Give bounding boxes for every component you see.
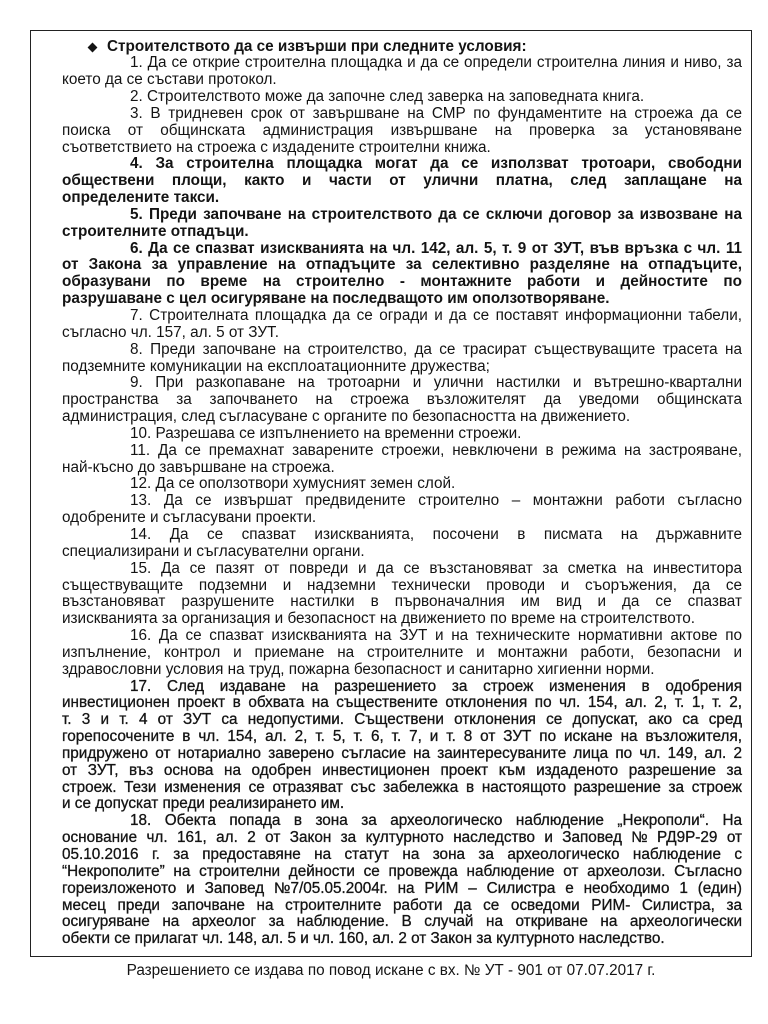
condition-line [62,123,742,140]
condition-line-text: придружено от нотариално заверено съгласие на заинтересуваните лица по чл. 149, ал. 2 [62,744,742,762]
condition-item [62,241,742,308]
condition-line [62,409,742,426]
condition-line [62,763,742,780]
condition-line [62,611,742,628]
condition-line-text: подземните комуникации на експлоатационните дружества; [62,357,490,375]
condition-line [62,695,742,712]
condition-line-text: 13. Да се извършат предвидените строително – монтажни работи съгласно [130,492,742,510]
condition-line-text: 7. Строителната площадка да се огради и да се поставят информационни табели, [130,307,742,324]
condition-line [62,662,742,679]
condition-line-text: 12. Да се оползотвори хумусният земен слой. [130,475,456,493]
condition-line [62,914,742,931]
condition-item [62,375,742,426]
condition-line [62,274,742,291]
condition-line [62,257,742,274]
condition-line [62,106,742,123]
condition-line-text: 5. Преди започване на строителството да се сключи договор за извозване на [130,205,742,223]
condition-line-text: и се допускат преди реализирането им. [62,795,345,813]
condition-line [62,140,742,157]
condition-line [62,359,742,376]
condition-line-text: определените такси. [62,189,220,207]
condition-line-text: специализирани и съгласувателни органи. [62,542,365,560]
condition-line-text: съществуващите подземни и надземни технически проводи и съоръжения, да се [62,576,742,594]
condition-line [62,493,742,510]
condition-line-text: 8. Преди започване на строителство, да се трасират съществуващите трасета на [130,340,742,358]
condition-line-text: 10. Разрешава се изпълнението на временни строежи. [130,424,522,442]
condition-item [62,628,742,679]
condition-line [62,544,742,561]
condition-line [62,342,742,359]
condition-item [62,561,742,628]
condition-item [62,342,742,376]
condition-line [62,173,742,190]
condition-line-text: пространства за започването на строежа възложителят да уведоми общинската [62,391,742,409]
footer-note: Разрешението се издава по повод искане с вх. № УТ - 901 от 07.07.2017 г. [126,962,656,979]
condition-line-text: поиска от общинската администрация извършване на проверка за установяване [62,121,742,139]
condition-line [62,510,742,527]
condition-line [62,881,742,898]
condition-line-text: строеж. Тези изменения се отразяват със забележка в настоящото разрешение за строеж [62,778,742,796]
diamond-bullet-icon [88,42,98,52]
condition-line-text: обществени площи, както и части от улични платна, след заплащане на [62,172,742,190]
condition-line [62,241,742,258]
condition-line-text: инвестиционен проект в обхвата на съществените отклонения по чл. 154, ал. 2, т. 1, т. 2, [62,694,742,712]
condition-item [62,89,742,106]
condition-line [62,729,742,746]
conditions-heading-text: Строителството да се извърши при следните условия: [107,37,527,55]
condition-line-text: 18. Обекта попада в зона за археологическо наблюдение „Некрополи“. На [130,812,742,830]
condition-line [62,72,742,89]
condition-line-text: изискванията за организация и безопасност на движението по време на строителството. [62,610,695,628]
condition-line-text: 05.10.2016 г. за предоставяне на статут на зона за археологическо наблюдение с [62,846,742,863]
condition-line-text: осигуряване на археолог за наблюдение. В случай на откриване на археологически [62,913,742,931]
conditions-heading [62,39,742,56]
condition-line [62,325,742,342]
condition-line [62,207,742,224]
condition-item [62,813,742,948]
condition-line-text: 15. Да се пазят от повреди и да се възстановяват за сметка на инвеститора [130,559,742,577]
condition-line [62,594,742,611]
condition-line [62,679,742,696]
condition-item [62,679,742,814]
condition-line [62,628,742,645]
condition-item [62,527,742,561]
condition-line [62,830,742,847]
condition-item [62,106,742,157]
condition-line [62,527,742,544]
condition-line [62,460,742,477]
condition-line-text: съгласно чл. 157, ал. 5 от ЗУТ. [62,323,279,341]
condition-line [62,375,742,392]
condition-line-text: месец преди започване на строителните работи да се осведоми РИМ- Силистра, за [62,896,742,914]
condition-line-text: 17. След издаване на разрешението за строеж изменения в одобрения [130,677,742,695]
condition-item [62,476,742,493]
condition-line-text: “Некрополите” на строителни дейности се провежда наблюдение от археолози. Съгласно [62,862,742,880]
conditions-list [62,55,742,948]
condition-line-text: 4. За строителна площадка могат да се използват тротоари, свободни [130,155,742,173]
condition-line-text: разрушаване с цел осигуряване на последващото им оползотворяване. [62,290,610,308]
condition-line-text: 6. Да се спазват изискванията на чл. 142, ал. 5, т. 9 от ЗУТ, във връзка с чл. 11 [130,239,742,257]
condition-line-text: горепосочените в чл. 154, ал. 2, т. 5, т. 6, т. 7, и т. 8 от ЗУТ по искане на възложителя, [62,728,742,746]
condition-line-text: 1. Да се открие строителна площадка и да се определи строителна линия и ниво, за [130,54,742,72]
condition-line [62,156,742,173]
condition-line-text: 2. Строителството може да започне след заверка на заповедната книга. [130,88,645,106]
condition-line-text: образувани по време на строително - монтажните работи и дейностите по [62,273,742,291]
condition-line-text: от Закона за управление на отпадъците за селективно разделяне на отпадъците, [62,256,742,274]
condition-line-text: възстановяват разрушените настилки в първоначалния им вид и да се спазват [62,593,742,611]
condition-item [62,207,742,241]
condition-line [62,864,742,881]
condition-line [62,426,742,443]
condition-line [62,291,742,308]
condition-line-text: изпълнение, контрол и приемане на строителните и монтажни работи, безопасни и [62,643,742,661]
condition-line [62,796,742,813]
condition-line [62,645,742,662]
condition-line [62,578,742,595]
condition-line [62,476,742,493]
condition-line [62,55,742,72]
condition-line [62,561,742,578]
condition-line-text: здравословни условия на труд, пожарна безопасност и санитарно хигиенни норми. [62,660,655,678]
condition-line [62,931,742,948]
condition-item [62,55,742,89]
condition-item [62,156,742,207]
condition-line [62,392,742,409]
condition-line [62,443,742,460]
condition-line-text: 3. В тридневен срок от завършване на СМР по фундаментите на строежа да се [130,104,742,122]
condition-line [62,898,742,915]
condition-item [62,426,742,443]
condition-line-text: 16. Да се спазват изискванията на ЗУТ и на техническите нормативни актове по [130,627,742,645]
condition-line-text: строителните отпадъци. [62,222,249,240]
condition-line [62,190,742,207]
condition-line [62,712,742,729]
condition-line-text: гореизложеното и Заповед №7/05.05.2004г. на РИМ – Силистра е необходимо 1 (един) [62,879,742,897]
condition-item [62,308,742,342]
condition-line-text: съответствието на строежа с издадените строителни книжа. [62,138,491,156]
condition-line-text: което да се състави протокол. [62,71,277,89]
condition-item [62,443,742,477]
condition-line-text: обекти се прилагат чл. 148, ал. 5 и чл. 160, ал. 2 от Закон за културното наследство. [62,930,665,948]
condition-line-text: 9. При разкопаване на тротоарни и улични настилки и вътрешно-квартални [130,374,742,392]
condition-line [62,780,742,797]
condition-line [62,89,742,106]
condition-line-text: основание чл. 161, ал. 2 от Закон за културното наследство и Заповед № РД9Р-29 от [62,829,742,847]
condition-line-text: 14. Да се спазват изискванията, посочени в писмата на държавните [130,525,742,543]
condition-line [62,224,742,241]
condition-line [62,746,742,763]
condition-line-text: най-късно до завършване на строежа. [62,458,335,476]
condition-item [62,493,742,527]
condition-line [62,847,742,864]
condition-line [62,813,742,830]
conditions-content [62,39,742,949]
condition-line-text: т. 3 и т. 4 от ЗУТ са недопустими. Съществени отклонения се допускат, ако са сред [62,711,742,729]
condition-line-text: 11. Да се премахнат заварените строежи, невключени в режима на застрояване, [130,441,742,459]
condition-line [62,308,742,325]
condition-line-text: администрация, след съгласуване с органите по безопасността на движението. [62,408,631,426]
condition-line-text: от ЗУТ, въз основа на одобрен инвестиционен проект към издаденото разрешение за [62,761,742,779]
condition-line-text: одобрените и съгласувани проекти. [62,509,317,527]
